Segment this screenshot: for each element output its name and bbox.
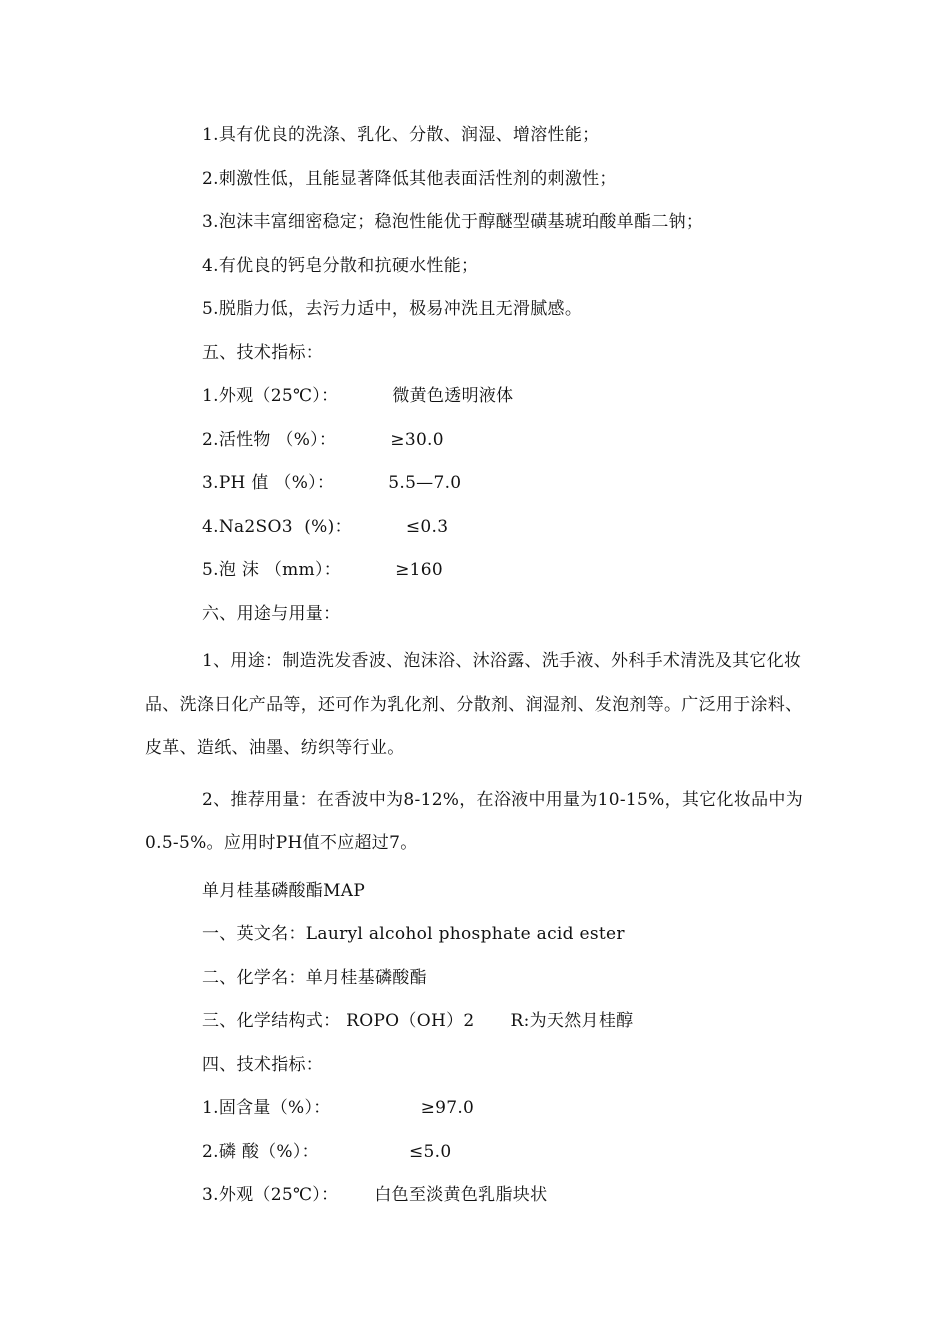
product-title: 单月桂基磷酸酯MAP — [202, 880, 366, 901]
spec-label: 2.活性物 （%）： — [202, 429, 337, 450]
spec2-row-appearance — [145, 1178, 810, 1222]
spec2-row-phosphoric — [145, 1135, 810, 1179]
spec-label: 3.外观（25℃）： — [202, 1185, 339, 1205]
feature-line-1: 1.具有优良的洗涤、乳化、分散、润湿、增溶性能； — [202, 125, 600, 145]
spec2-row-solids — [145, 1091, 810, 1135]
spec-label: 1.固含量（%）： — [202, 1098, 331, 1118]
feature-line-4: 4.有优良的钙皂分散和抗硬水性能； — [202, 255, 479, 276]
feature-line-2: 2.刺激性低，且能显著降低其他表面活性剂的刺激性； — [202, 168, 617, 189]
spec-value: ≤0.3 — [405, 516, 449, 537]
spec-label: 4.Na2SO3 (%)： — [202, 516, 352, 537]
spec-value: 白色至淡黄色乳脂块状 — [374, 1185, 548, 1205]
dosage-paragraph: 2、推荐用量：在香波中为8-12%，在浴液中用量为10-15%，其它化妆品中为0.5-5%。应用时PH值不应超过7。 — [145, 789, 804, 853]
feature-line-5: 5.脱脂力低，去污力适中，极易冲洗且无滑腻感。 — [202, 299, 583, 319]
section-title-usage: 六、用途与用量： — [202, 603, 341, 624]
spec-value: ≤5.0 — [408, 1141, 452, 1162]
structure-formula: 三、化学结构式： ROPO（OH）2 — [202, 1011, 475, 1031]
document-content — [145, 118, 810, 1222]
spec-value: ≥160 — [395, 560, 443, 580]
spec-value: ≥97.0 — [420, 1098, 475, 1118]
structure-note: R:为天然月桂醇 — [510, 1011, 634, 1031]
english-name-line: 一、英文名：Lauryl alcohol phosphate acid ester — [202, 924, 625, 944]
chemical-name-line: 二、化学名：单月桂基磷酸酯 — [202, 967, 427, 988]
spec-value: ≥30.0 — [390, 429, 444, 450]
spec-label: 3.PH 值 （%）： — [202, 473, 335, 493]
structure-line — [145, 1004, 810, 1048]
spec-row-ph — [145, 466, 810, 510]
usage-paragraph: 1、用途：制造洗发香波、泡沫浴、沐浴露、洗手液、外科手术清洗及其它化妆品、洗涤日化产品等，还可作为乳化剂、分散剂、润湿剂、发泡剂等。广泛用于涂料、皮革、造纸、油墨、纺织等行业。 — [145, 651, 803, 758]
section-title-specs: 五、技术指标： — [202, 342, 324, 363]
spec-row-foam — [145, 553, 810, 597]
spec-label: 2.磷 酸（%）： — [202, 1141, 319, 1162]
spec-label: 5.泡 沫 （mm）： — [202, 560, 342, 580]
spec-label: 1.外观（25℃）： — [202, 386, 339, 406]
section-title-specs-2: 四、技术指标： — [202, 1054, 324, 1075]
spec-value: 微黄色透明液体 — [392, 386, 514, 406]
spec-row-appearance — [145, 379, 810, 423]
feature-line-3: 3.泡沫丰富细密稳定；稳泡性能优于醇醚型磺基琥珀酸单酯二钠； — [202, 212, 704, 232]
spec-row-na2so3 — [145, 510, 810, 554]
spec-row-active — [145, 423, 810, 467]
spec-value: 5.5—7.0 — [388, 473, 462, 493]
